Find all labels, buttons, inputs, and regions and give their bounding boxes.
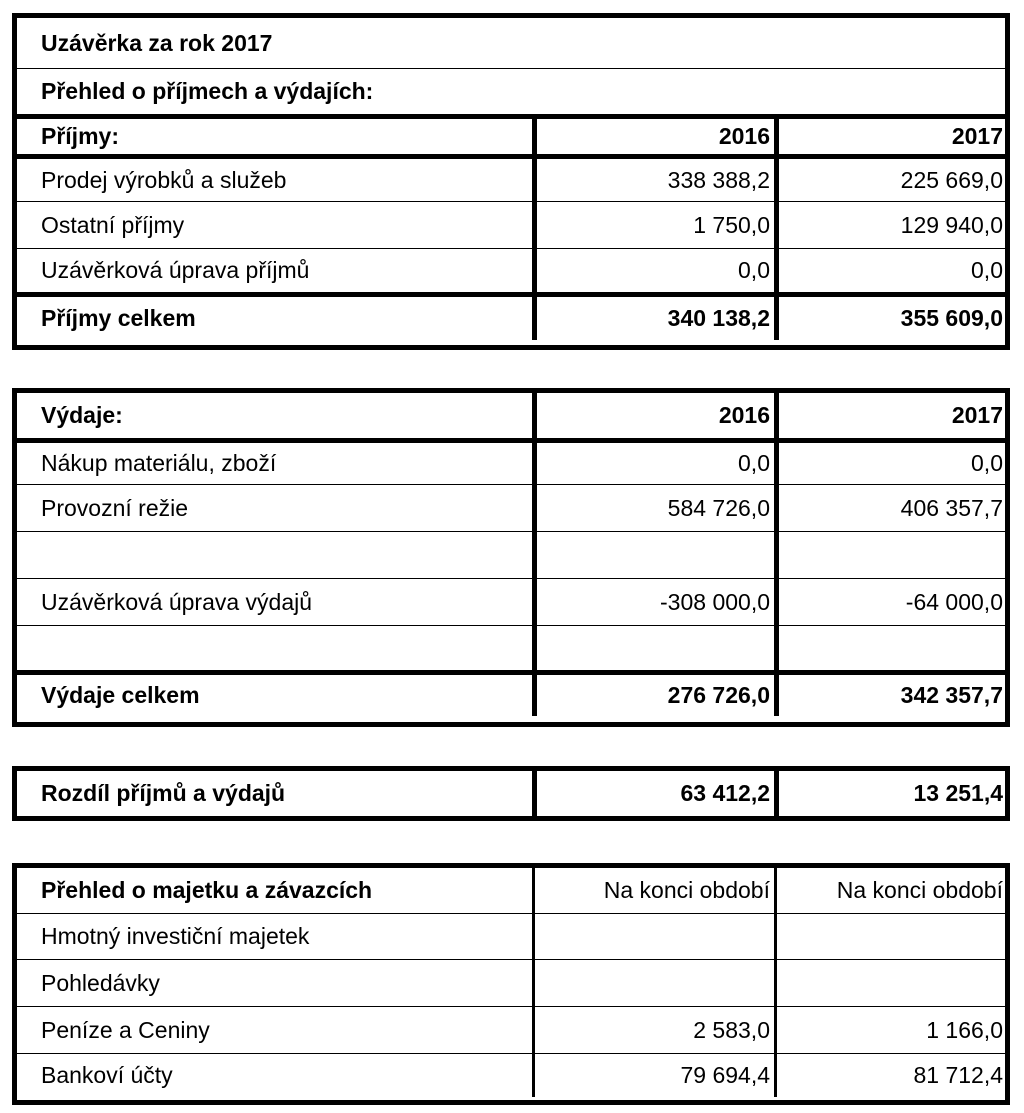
row-value-2017 xyxy=(774,626,1005,670)
row-value-2017: 0,0 xyxy=(774,249,1005,292)
report-subtitle: Přehled o příjmech a výdajích: xyxy=(41,78,374,104)
row-value-2017: 406 357,7 xyxy=(774,485,1005,531)
row-value-col1: 2 583,0 xyxy=(532,1007,774,1053)
row-value-2016: 1 750,0 xyxy=(532,202,774,248)
row-label: Ostatní příjmy xyxy=(41,211,185,238)
table-row xyxy=(17,201,1005,248)
row-value-2016: 584 726,0 xyxy=(532,485,774,531)
row-value-2017: 225 669,0 xyxy=(774,159,1005,201)
expenses-total-row xyxy=(17,670,1005,716)
income-header-label: Příjmy: xyxy=(41,123,119,149)
row-value-2016 xyxy=(532,626,774,670)
table-row xyxy=(17,913,1005,959)
difference-2016: 63 412,2 xyxy=(532,771,774,816)
row-value-col2: 1 166,0 xyxy=(774,1007,1005,1053)
table-row xyxy=(17,248,1005,292)
title-row xyxy=(17,18,1005,68)
assets-header-col2: Na konci období xyxy=(774,868,1005,913)
report-title: Uzávěrka za rok 2017 xyxy=(41,29,273,56)
row-value-col1 xyxy=(532,914,774,959)
difference-label: Rozdíl příjmů a výdajů xyxy=(41,780,286,806)
assets-table xyxy=(12,863,1010,1105)
row-value-2017: -64 000,0 xyxy=(774,579,1005,625)
row-label: Prodej výrobků a služeb xyxy=(41,166,287,193)
assets-header-row xyxy=(17,868,1005,913)
row-label: Uzávěrková úprava výdajů xyxy=(41,588,313,615)
row-value-2016: 338 388,2 xyxy=(532,159,774,201)
row-label: Pohledávky xyxy=(41,969,160,996)
income-header-row xyxy=(17,114,1005,154)
row-value-2016: 0,0 xyxy=(532,249,774,292)
expenses-header-2016: 2016 xyxy=(532,393,774,438)
income-total-row xyxy=(17,292,1005,340)
table-row xyxy=(17,531,1005,578)
table-row xyxy=(17,438,1005,484)
expenses-header-row xyxy=(17,393,1005,438)
expenses-header-2017: 2017 xyxy=(774,393,1005,438)
row-label xyxy=(17,626,532,670)
income-header-2016: 2016 xyxy=(532,119,774,154)
table-row xyxy=(17,625,1005,670)
income-total-2016: 340 138,2 xyxy=(532,297,774,340)
row-value-2016 xyxy=(532,532,774,578)
row-label xyxy=(17,532,532,578)
row-value-2017: 0,0 xyxy=(774,443,1005,484)
row-value-2016: 0,0 xyxy=(532,443,774,484)
row-value-2017 xyxy=(774,532,1005,578)
table-row xyxy=(17,484,1005,531)
assets-header-label: Přehled o majetku a závazcích xyxy=(41,877,373,903)
row-value-col2: 81 712,4 xyxy=(774,1054,1005,1097)
row-value-col2 xyxy=(774,960,1005,1006)
row-label: Uzávěrková úprava příjmů xyxy=(41,257,310,283)
expenses-total-2016: 276 726,0 xyxy=(532,675,774,716)
subtitle-row xyxy=(17,68,1005,114)
row-label: Bankoví účty xyxy=(41,1062,173,1088)
expenses-header-label: Výdaje: xyxy=(41,402,123,428)
expenses-total-label: Výdaje celkem xyxy=(41,682,200,708)
income-table xyxy=(12,13,1010,350)
row-value-col1: 79 694,4 xyxy=(532,1054,774,1097)
row-label: Provozní režie xyxy=(41,494,189,521)
table-row xyxy=(17,154,1005,201)
table-row xyxy=(17,1053,1005,1097)
row-value-col2 xyxy=(774,914,1005,959)
table-row xyxy=(17,578,1005,625)
row-value-2016: -308 000,0 xyxy=(532,579,774,625)
row-value-col1 xyxy=(532,960,774,1006)
income-header-2017: 2017 xyxy=(774,119,1005,154)
row-label: Peníze a Ceniny xyxy=(41,1016,210,1043)
difference-2017: 13 251,4 xyxy=(774,771,1005,816)
income-total-label: Příjmy celkem xyxy=(41,305,196,331)
table-row xyxy=(17,1006,1005,1053)
row-value-2017: 129 940,0 xyxy=(774,202,1005,248)
income-total-2017: 355 609,0 xyxy=(774,297,1005,340)
row-label: Hmotný investiční majetek xyxy=(41,923,310,949)
table-row xyxy=(17,959,1005,1006)
expenses-total-2017: 342 357,7 xyxy=(774,675,1005,716)
expenses-table xyxy=(12,388,1010,727)
row-label: Nákup materiálu, zboží xyxy=(41,450,277,476)
difference-row xyxy=(17,771,1005,816)
difference-table xyxy=(12,766,1010,821)
assets-header-col1: Na konci období xyxy=(532,868,774,913)
